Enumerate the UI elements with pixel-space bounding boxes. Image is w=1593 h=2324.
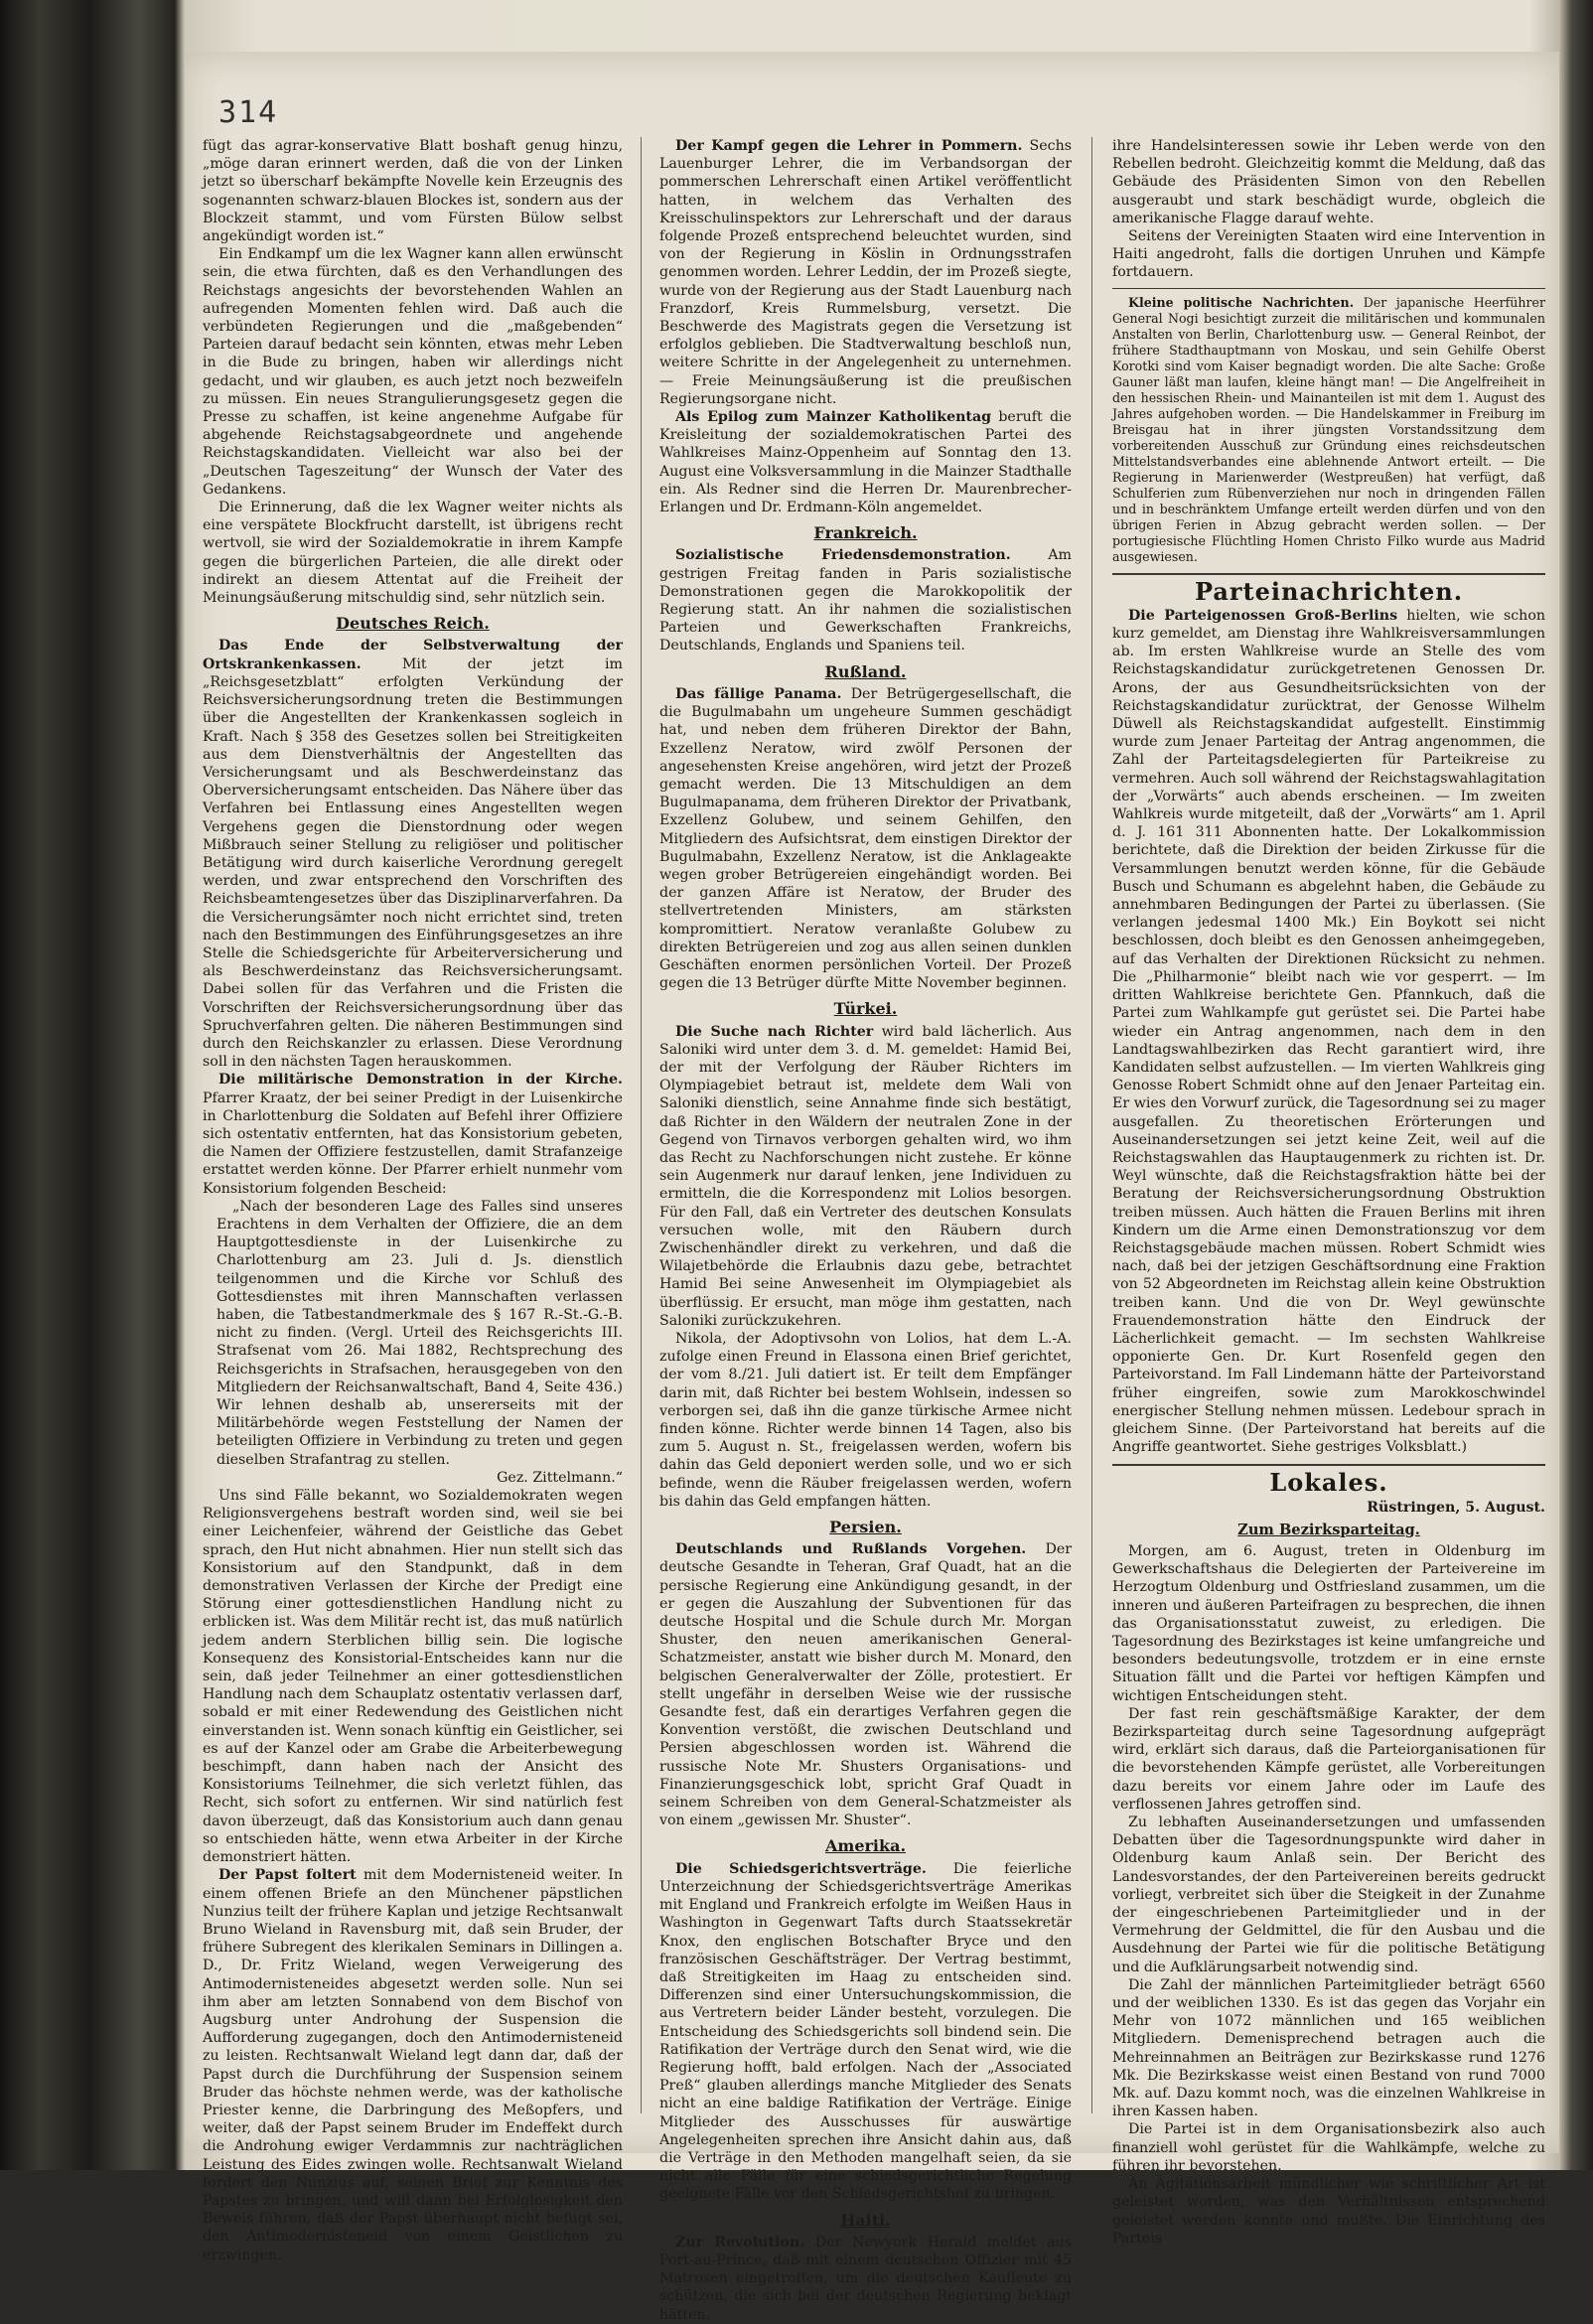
article-text: wird bald lächerlich. Aus Saloniki wird unter dem 3. d. M. gemeldet: Hamid Bei, der mit der Verfolgung der Räuber Richters im Olympiagebiet betraut ist, meldete dem Wali von Saloniki dienstlich, seine Annahme finde sich bestätigt, daß Richter in den Wäldern der neutralen Zone in der Gegend von Tirnavos verborgen gehalten wird, wo ihm das Recht zu Nachforschungen nicht zustehe. Er könne sein Augenmerk nur darauf lenken, jene Individuen zu ermitteln, die die Korrespondenz mit Lolios besorgen. Für den Fall, daß ein Vertreter des deutschen Konsulats versuchen wolle, mit den Räubern durch Zwischenhändler direkt zu verkehren, und daß die Wilajetbehörde die Erlaubnis dazu gebe, betrachtet Hamid Bei seine Anwesenheit im Olympiagebiet als überflüssig. Er ersucht, man möge ihm gestatten, nach Saloniki zurückzukehren. <box>659 1023 1073 1329</box>
paragraph: Zu lebhaften Auseinandersetzungen und umfassenden Debatten über die Tagesordnungspunkte wird daher in Oldenburg kaum Anlaß sein. Der Bericht des Landesvorstandes, der den Parteivereinen bereits gedruckt vorliegt, verbreitet sich über die Steigkeit in der Zunahme der eingeschriebenen Parteimitglieder und in der Vermehrung der Geldmittel, die für den Ausbau und die Ausdehnung der Partei wie für die politische Betätigung und die Aufklärungsarbeit notwendig sind. <box>1112 1815 1545 1975</box>
article-text: Mit der jetzt im „Reichsgesetzblatt“ erfolgten Verkündung der Reichsversicherungsordnung treten die Bestimmungen über die Angestellten der Krankenkassen sogleich in Kraft. Nach § 358 des Gesetzes sollen bei Streitigkeiten aus dem Dienstverhältnis der Angestellten das Versicherungsamt und als Beschwerdeinstanz das Oberversicherungsamt entscheiden. Das Nähere über das Verfahren bei Entlassung eines Angestellten wegen Vergehens gegen die Dienstordnung oder wegen Mißbrauch seiner Stellung zu religiöser und politischer Betätigung wird durch kaiserliche Verordnung geregelt werden, und zwar entsprechend den Vorschriften des Reichsbeamtengesetzes über das Disziplinarverfahren. Da die Versicherungsämter noch nicht errichtet sind, treten nach den Bestimmungen des Einführungsgesetzes an ihre Stelle die Schiedsgerichte für Arbeiterversicherung und als Beschwerdeinstanz das Reichsversicherungsamt. Dabei sollen für das Verfahren und die Fristen die Vorschriften der Reichsversicherungsordnung über das Spruchverfahren gelten. Die näheren Bestimmungen sind durch den Reichskanzler zu erlassen. Diese Verordnung soll in den nächsten Tagen herauskommen. <box>203 655 623 1071</box>
article-lead: Das Ende der Selbstverwaltung der Ortskrankenkassen. <box>203 638 623 672</box>
newspaper-page <box>185 52 1559 2323</box>
article <box>659 685 1072 992</box>
article-lead: Die Schiedsgerichtsverträge. <box>675 1860 927 1877</box>
section-heading: Türkei. <box>833 999 898 1019</box>
article-text: Der Betrügergesellschaft, die die Bugulmabahn um ungeheure Summen geschädigt hat, und neben dem früheren Direktor der Bahn, Exzellenz Neratow, wird zwölf Personen der angesehensten Kreise angehören, wird jetzt der Prozeß gemacht werden. Die 13 Mitschuldigen an dem Bugulmapanama, dem früheren Direktor der Privatbank, Exzellenz Golubew, und seinem Gehilfen, den Mitgliedern des Aufsichtsrat, dem einstigen Direktor der Bugulmabahn, Exzellenz Neratow, ist die Anklageakte wegen grober Betrügereien eingehändigt worden. Bei der ganzen Affäre ist Neratow, der Bruder des stellvertretenden Ministers, am stärksten kompromittiert. Neratow veranlaßte Golubew zu direkten Betrügereien und zog aus allen seinen dunklen Geschäften enormen persönlichen Vorteil. Der Prozeß gegen die 13 Betrüger dürfte Mitte November beginnen. <box>659 685 1072 992</box>
dateline: Rüstringen, 5. August. <box>1367 1499 1545 1516</box>
section-heading: Haiti. <box>840 2210 891 2230</box>
section-heading: Lokales. <box>1269 1468 1388 1498</box>
section-heading: Frankreich. <box>813 523 918 543</box>
article-text: Der Newyork Herald meldet aus Port-au-Prince, daß mit einem deutschen Offizier mit 45 Matrosen eingetroffen, um die deutschen Kaufleute zu schützen, die sich bei der deutschen Regierung beklagt hätten, <box>659 2234 1072 2323</box>
paragraph: Ein Endkampf um die lex Wagner kann allen erwünscht sein, die etwa fürchten, daß es den Verhandlungen des Reichstags angesichts der bevorstehenden Wahlen an aufregenden Momenten fehlen wird. Daß auch die verbündeten Regierungen und die „maßgebenden“ Parteien darauf bedacht sein könnten, etwas mehr Leben in die Bude zu bringen, haben wir allerdings nicht gedacht, und wir glauben, es auch jetzt noch bezweifeln zu müssen. Ein neues Strangulierungsgesetz gegen die Presse zu schaffen, ist keine angenehme Aufgabe für abgehende Reichstagsabgeordnete und angehende Reichstagskandidaten. Vielleicht war also bei der „Deutschen Tageszeitung“ der Wunsch der Vater des Gedankens. <box>203 246 623 498</box>
article-text: Der japanische Heerführer General Nogi besichtigt zurzeit die militärischen und kommunalen Anstalten von Berlin, Charlottenburg usw. — General Reinbot, der frühere Stadthauptmann von Moskau, und sein Gehilfe Oberst Korotki sind vom Kaiser begnadigt worden. Die alte Sache: Große Gauner läßt man laufen, kleine hängt man! — Die Angelfreiheit in den hessischen Rhein- und Mainanteilen ist mit dem 1. August des Jahres aufgehoben worden. — Die Handelskammer in Freiburg im Breisgau hat in ihrer jüngsten Vorstandssitzung dem vorbereitenden Ausschuß zur Gründung eines reichsdeutschen Mittelstandsverbandes eine ablehnende Antwort erteilt. — Die Regierung in Marienwerder (Westpreußen) hat verfügt, daß Schulferien zum Rübenverziehen nur noch in dringenden Fällen und in beschränktem Umfange erteilt werden dürfen und von den übrigen Ferien in Abzug gebracht werden sollen. — Der portugiesische Flüchtling Homen Christo Filko wurde aus Madrid ausgewiesen. <box>1112 294 1545 564</box>
article <box>659 1860 1072 2204</box>
article <box>659 546 1072 654</box>
divider <box>1112 288 1545 289</box>
article <box>659 137 1072 408</box>
section-heading: Rußland. <box>824 661 907 681</box>
article-text: Der deutsche Gesandte in Teheran, Graf Quadt, hat an die persische Regierung eine Ankündigung gesandt, in der er gegen die Auszahlung der Subventionen für das deutsche Hospital und die Schule durch Mr. Morgan Shuster, den neuen amerikanischen General-Schatzmeister, anstatt wie bisher durch M. Monard, den belgischen Generalverwalter der Zölle, protestiert. Er stellt ungefähr in derselben Weise wie der russische Gesandte fest, daß ein derartiges Verfahren gegen die Konvention verstößt, die zwischen Deutschland und Persien abgeschlossen worden ist. Während die russische Note Mr. Shusters Organisations- und Finanzierungsgeschick lobt, spricht Graf Quadt in seinem Schreiben von dem General-Schatzmeister als von einem „gewissen Mr. Shuster“. <box>659 1541 1073 1829</box>
column-2 <box>659 137 1073 2323</box>
article <box>203 637 623 1071</box>
article <box>1112 295 1545 565</box>
divider <box>1112 1464 1545 1466</box>
article <box>659 2234 1072 2324</box>
paragraph: fügt das agrar-konservative Blatt boshaft genug hinzu, „möge daran erinnert werden, daß die von der Linken jetzt so überscharf bekämpfte Novelle kein Erzeugnis des sogenannten schwarz-blauen Blockes ist, sondern aus der Blockzeit stammt, und vom Fürsten Bülow selbst angekündigt worden ist.“ <box>203 138 623 245</box>
article-lead: Der Kampf gegen die Lehrer in Pommern. <box>675 138 1023 154</box>
paragraph: Seitens der Vereinigten Staaten wird eine Intervention in Haiti angedroht, falls die dortigen Unruhen und Kämpfe fortdauern. <box>1112 228 1545 281</box>
article-lead: Die Parteigenossen Groß-Berlins <box>1128 607 1398 624</box>
article <box>659 1540 1072 1829</box>
article-text: Am gestrigen Freitag fanden in Paris sozialistische Demonstrationen gegen die Marokkopolitik der Regierung statt. An ihr nahmen die sozialistischen Parteien und Gewerkschaften Frankreichs, Deutschlands, Englands und Spaniens teil. <box>659 547 1072 654</box>
column-rule <box>641 137 642 2113</box>
paragraph: ihre Handelsinteressen sowie ihr Leben werde von den Rebellen bedroht. Gleichzeitig kommt die Meldung, daß das Gebäude des Präsidenten Simon von den Rebellen ausgeraubt und stark beschädigt wurde, obgleich die amerikanische Flagge darauf wehte. <box>1112 138 1545 226</box>
paragraph: Morgen, am 6. August, treten in Oldenburg im Gewerkschaftshaus die Delegierten der Parteivereine im Herzogtum Oldenburg und Ostfriesland zusammen, um die inneren und äußeren Parteifragen zu besprechen, die ihnen das Organisationsstatut zuweist, zu erledigen. Die Tagesordnung des Bezirkstages ist keine umfangreiche und besonders bedeutungsvolle, trotzdem er in eine ernste Situation fällt und die Partei vor heftigen Kämpfen und wichtigen Entscheidungen steht. <box>1112 1542 1545 1704</box>
article-lead: Der Papst foltert <box>218 1867 357 1884</box>
paragraph: Die Partei ist in dem Organisationsbezirk also auch finanziell wohl gerüstet für die Wahlkämpfe, welche zu führen ihr bevorstehen. <box>1112 2121 1545 2174</box>
subheading: Zum Bezirksparteitag. <box>1237 1521 1420 1538</box>
article <box>1112 607 1545 1457</box>
article-text: Die feierliche Unterzeichnung der Schiedsgerichtsverträge Amerikas mit England und Frankreich erfolgte im Weißen Haus in Washington in Gegenwart Tafts durch Staatssekretär Knox, den englischen Botschafter Bryce und den französischen Geschäftsträger. Der Vertrag bestimmt, daß Streitigkeiten im Haag zu entscheiden sind. Differenzen sind einer Untersuchungskommission, die aus Vertretern beider Länder besteht, vorzulegen. Die Entscheidung des Schiedsgerichts soll bindend sein. Die Ratifikation der Verträge durch den Senat wird, wie die Regierung hofft, bald erfolgen. Nach der „Associated Preß“ glauben allerdings manche Mitglieder des Senats nicht an eine baldige Ratifikation der Verträge. Einige Mitglieder des Ausschusses für auswärtige Angelegenheiten sprechen ihre Ansicht dahin aus, daß die Verträge in den Methoden mangelhaft seien, da sie nicht alle Fälle für eine schiedsgerichtliche Regelung geeignete Fälle vor den Schiedsgerichtshof zu bringen. <box>659 1860 1072 2203</box>
section-heading: Parteinachrichten. <box>1194 576 1464 606</box>
article <box>203 1866 623 2263</box>
page-number: 314 <box>218 95 279 130</box>
divider <box>1112 573 1545 575</box>
quoted-notice: „Nach der besonderen Lage des Falles sind unseres Erachtens in dem Verhalten der Offiziere, die an dem Hauptgottesdienste in der Luisenkirche zu Charlottenburg am 23. Juli d. Js. dienstlich teilgenommen und die Kirche vor Schluß des Gottesdienstes mit ihren Mannschaften verlassen haben, die Tatbestandmerkmale des § 167 R.-St.-G.-B. nicht zu finden. (Vergl. Urteil des Reichsgerichts III. Strafsenat vom 26. Mai 1882, Rechtsprechung des Reichsgerichts in Strafsachen, herausgegeben von den Mitgliedern der Reichsanwaltschaft, Band 4, Seite 436.) Wir lehnen deshalb ab, unsererseits mit der Militärbehörde wegen Feststellung der Namen der beteiligten Offiziere in Verbindung zu treten und gegen dieselben Strafantrag zu stellen. <box>217 1198 623 1468</box>
article-lead: Zur Revolution. <box>675 2234 805 2251</box>
article-lead: Sozialistische Friedensdemonstration. <box>675 547 1011 564</box>
article-text: beruft die Kreisleitung der sozialdemokratischen Partei des Wahlkreises Mainz-Oppenheim auf Sonntag den 13. August eine Volksversammlung in die Mainzer Stadthalle ein. Als Redner sind die Herren Dr. Maurenbrecher-Erlangen und Dr. Erdmann-Köln angemeldet. <box>659 409 1072 516</box>
paragraph: Nikola, der Adoptivsohn von Lolios, hat dem L.-A. zufolge einen Freund in Elassona einen Brief gerichtet, der vom 8./21. Juli datiert ist. Er teilt dem Empfänger darin mit, daß Richter bei bestem Wohlsein, indessen so verborgen sei, daß ihn die ganze türkische Armee nicht finden könne. Richter werde binnen 14 Tagen, also bis zum 5. August n. St., freigelassen werden, wofern bis dahin das Geld deponiert werden solle, und wo er sich befinde, wenn die Räuber freigelassen werden, wofern bis dahin das Geld empfangen hätten. <box>659 1331 1072 1510</box>
section-heading: Deutsches Reich. <box>336 614 490 634</box>
article-text: Pfarrer Kraatz, der bei seiner Predigt in der Luisenkirche in Charlottenburg die Soldaten auf Befehl ihrer Offiziere sich ostentativ entfernten, hat das Konsistorium gebeten, die Namen der Offiziere festzustellen, damit Strafanzeige erstattet werden könne. Der Pfarrer erhielt nunmehr vom Konsistorium folgenden Bescheid: <box>203 1089 623 1197</box>
paragraph: Die Zahl der männlichen Parteimitglieder beträgt 6560 und der weiblichen 1330. Es ist das gegen das Vorjahr ein Mehr von 1072 männlichen und 165 weiblichen Mitgliedern. Demenisprechend betragen auch die Mehreinnahmen an Beiträgen zur Bezirkskasse rund 1276 Mk. Die Bezirkskasse weist einen Bestand von rund 7000 Mk. auf. Dazu kommt noch, was die einzelnen Wahlkreise in ihren Kassen haben. <box>1112 1976 1545 2120</box>
section-heading: Amerika. <box>824 1836 907 1856</box>
article-lead: Das fällige Panama. <box>675 685 842 702</box>
article-text: mit dem Modernisteneid weiter. In einem offenen Briefe an den Münchener päpstlichen Nunzius teilt der frühere Kaplan und jetzige Rechtsanwalt Bruno Wieland in Ravensburg mit, daß sein Bruder, der frühere Subregent des klerikalen Seminars in Dillingen a. D., Dr. Fritz Wieland, wegen Verweigerung des Antimodernisteneides abgesetzt werden solle. Nun sei ihm aber am letzten Sonnabend von dem Bischof von Augsburg unter Androhung der Suspension die Aufforderung zugegangen, doch den Antimodernisteneid zu leisten. Rechtsanwalt Wieland legt dann dar, daß der Papst durch die Durchführung der Suspension seinem Bruder das höchste nehmen werde, was der katholische Priester kenne, die Darbringung des Meßopfers, und weiter, daß der Papst seinem Bruder im Endeffekt durch die Androhung ewiger Verdammnis zur nachträglichen Leistung des Eides zwingen wolle. Rechtsanwalt Wieland fordert den Nunzius auf, seinen Brief zur Kenntnis des Papstes zu bringen, und will dann bei Erfolglosigkeit den Beweis führen, daß der Papst überhaupt nicht befugt sei, den Antimodernisteneid von einem Geistlichen zu erzwingen. <box>203 1867 623 2263</box>
article-lead: Die Suche nach Richter <box>675 1023 874 1040</box>
column-rule <box>1091 137 1092 2113</box>
article <box>203 1071 623 1197</box>
paragraph: An Agitationsarbeit mündlicher wie schriftlicher Art ist geleistet worden, was den Verhältnissen entsprechend geleistet werden konnte und mußte. Die Einrichtung des Parteis <box>1112 2176 1545 2247</box>
signature-line: Gez. Zittelmann.“ <box>497 1469 623 1486</box>
article-text: Sechs Lauenburger Lehrer, die im Verbandsorgan der pommerschen Lehrerschaft einen Artikel veröffentlicht hatten, in welchem das Verhalten des Kreisschulinspektors zur Lehrerschaft und der daraus folgende Prozeß entsprechend beleuchtet wurden, sind von der Regierung in Köslin in Ordnungsstrafen genommen worden. Lehrer Leddin, der im Prozeß siegte, wurde von der Regierung aus der Stadt Lauenburg nach Franzdorf, Kreis Rummelsburg, versetzt. Die Beschwerde des Magistrats gegen die Versetzung ist erfolglos geblieben. Die Stadtverwaltung beschloß nun, weitere Schritte in der Angelegenheit zu unternehmen. — Freie Meinungsäußerung ist die preußischen Regierungsorgane nicht. <box>659 138 1072 407</box>
article <box>659 1023 1072 1330</box>
column-3 <box>1112 137 1545 2247</box>
article-lead: Als Epilog zum Mainzer Katholikentag <box>675 409 992 426</box>
section-heading: Persien. <box>829 1518 902 1537</box>
article-lead: Die militärische Demonstration in der Kirche. <box>218 1072 623 1089</box>
article-lead: Deutschlands und Rußlands Vorgehen. <box>675 1541 1027 1558</box>
article-lead: Kleine politische Nachrichten. <box>1128 294 1355 310</box>
column-1 <box>203 137 623 2263</box>
paragraph: Die Erinnerung, daß die lex Wagner weiter nichts als eine verspätete Blockfrucht darstellt, ist übrigens recht wertvoll, sie wird der Sozialdemokratie in ihrem Kampfe gegen die bürgerlichen Parteien, die alle direkt oder indirekt an diesem Attentat auf die Freiheit der Meinungsäußerung mitschuldig sind, sehr nützlich sein. <box>203 500 623 607</box>
article <box>659 408 1072 516</box>
paragraph: Der fast rein geschäftsmäßige Karakter, der dem Bezirksparteitag durch seine Tagesordnung aufgeprägt wird, erklärt sich daraus, daß die Parteiorganisationen für die bevorstehenden Kämpfe gerüstet, alle Vorbereitungen dazu bereits vor einem Jahre oder im Laufe des verflossenen Jahres getroffen sind. <box>1112 1705 1545 1813</box>
article-text: hielten, wie schon kurz gemeldet, am Dienstag ihre Wahlkreisversammlungen ab. Im ersten Wahlkreise wurde an Stelle des vom Reichstagskandidatur zurückgetretenen Genossen Dr. Arons, der aus Gesundheitsrücksichten von der Reichstagskandidatur zurücktrat, der Genosse Wilhelm Düwell als Reichstagskandidat aufgestellt. Einstimmig wurde zum Jenaer Parteitag der Antrag angenommen, die Zahl der Parteitagsdelegierten für Parteikreise zu vermehren. Auch soll während der Reichstagswahlagitation der „Vorwärts“ auch abends erscheinen. — Im zweiten Wahlkreis wurde mitgeteilt, daß der „Vorwärts“ am 1. April d. J. 161 311 Abonnenten hatte. Der Lokalkommission berichtete, daß die Direktion der beiden Zirkusse für die Versammlungen benutzt werden könne, für die Gebäude Busch und Schumann es abgelehnt haben, die Gebäude zu annehmbaren Bedingungen der Partei zu überlassen. (Sie verlangen jedesmal 1400 Mk.) Ein Boykott sei nicht beschlossen, doch bleibt es den Genossen anheimgegeben, auf das Verhalten der Direktionen Rücksicht zu nehmen. Die „Philharmonie“ bleibt nach wie vor gesperrt. — Im dritten Wahlkreise berichtete Gen. Pfannkuch, daß die Partei zum Wahlkampfe gut gerüstet sei. Die Partei habe wieder ein Antrag angenommen, nach dem in den Landtagswahlbezirken das Recht garantiert wird, ihre Kandidaten selbst aufzustellen. — Im vierten Wahlkreis ging Genosse Robert Schmidt ohne auf den Jenaer Parteitag ein. Er wies den Vorwurf zurück, die Tagesordnung sei zu mager ausgefallen. Zu theoretischen Erörterungen und Auseinandersetzungen sei jetzt keine Zeit, weil auf die Reichstagswahlen das Hauptaugenmerk zu richten ist. Dr. Weyl wünschte, daß die Reichstagsfraktion hätte bei der Beratung der Reichsversicherungsordnung Obstruktion treiben müssen. Auch hätten die Frauen Berlins mit ihren Kindern um die Arme einen Demonstrationszug vor dem Reichstagsgebäude machen müssen. Robert Schmidt wies nach, daß bei der jetzigen Geschäftsordnung eine Fraktion von 52 Abgeordneten im Reichstag allein keine Obstruktion treiben kann. Und die von Dr. Weyl gewünschte Frauendemonstration hätte den Eindruck der Lächerlichkeit gemacht. — Im sechsten Wahlkreise opponierte Gen. Dr. Kurt Rosenfeld gegen den Parteivorstand. Im Fall Lindemann hätte der Parteivorstand früher eingreifen, sowie zum Marokkoschwindel energischer Stellung nehmen müssen. Ledebour sprach in gleichem Sinne. (Der Parteivorstand hat bereits auf die Angriffe geantwortet. Siehe gestriges Volksblatt.) <box>1112 607 1545 1456</box>
paragraph: Uns sind Fälle bekannt, wo Sozialdemokraten wegen Religionsvergehens bestraft worden sind, weil sie bei einer Leichenfeier, während der Geistliche das Gebet sprach, den Hut nicht abnahmen. Hier nun stellt sich das Konsistorium auf den Standpunkt, daß in dem demonstrativen Verlassen der Kirche der Predigt eine Störung einer gottesdienstlichen Handlung nicht zu erblicken ist. Was dem Militär recht ist, das muß natürlich jedem andern Sterblichen billig sein. Die logische Konsequenz des Konsistorial-Entscheides kann nur die sein, daß jeder Teilnehmer an einer gottesdienstlichen Handlung nach dem Schauplatz ostentativ verlassen darf, sobald er mit einer Redewendung des Geistlichen nicht einverstanden ist. Wenn sonach künftig ein Geistlicher, sei es auf der Kanzel oder am Grabe die Arbeiterbewegung beschimpft, dann haben nach der Ansicht des Konsistoriums Teilnehmer, die sich verletzt fühlen, das Recht, sich sofort zu entfernen. Wir sind natürlich fest davon überzeugt, daß das Konsistorium auch dann genau so entschieden hätte, wenn etwa Arbeiter in der Kirche demonstriert hätten. <box>203 1488 623 1866</box>
